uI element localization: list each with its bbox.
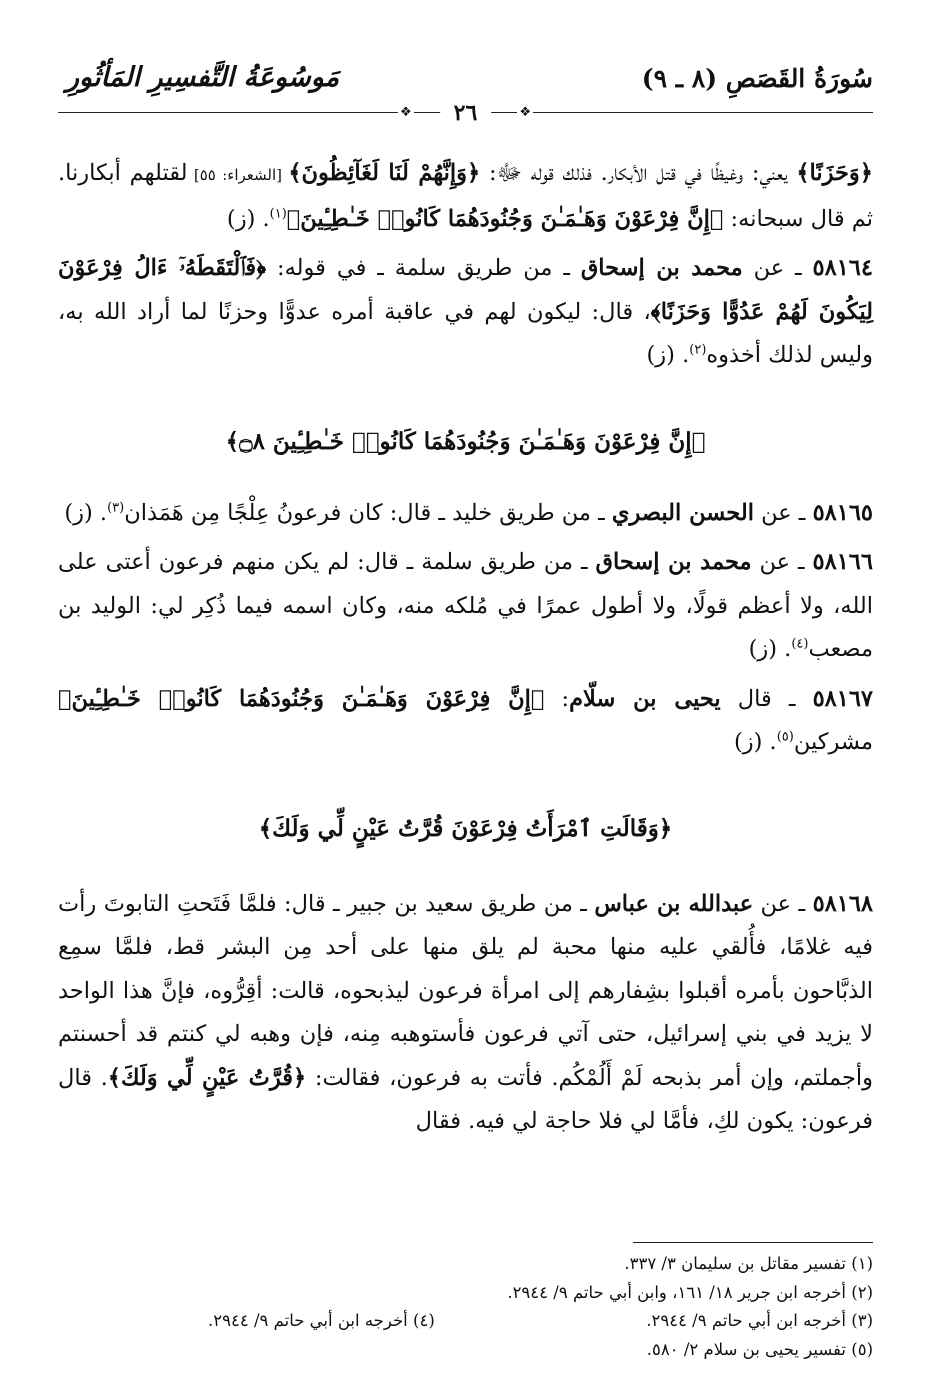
- footnote-row: [58, 1307, 873, 1336]
- page-body: [58, 152, 873, 1150]
- footnote-5: (٥) تفسير يحيى بن سلام ٢/ ٥٨٠.: [646, 1339, 873, 1359]
- quran-quote: ﴿إِنَّ فِرْعَوْنَ وَهَـٰمَـٰنَ وَجُنُودَهُمَا كَانُوا۟ خَـٰطِـِٔينَ﴾: [58, 685, 545, 712]
- footnote-marker[interactable]: (٢): [689, 342, 707, 358]
- body-text: مشركين: [793, 729, 873, 755]
- narrator-name: محمد بن إسحاق: [580, 255, 743, 281]
- body-text: ـ قال: [720, 685, 813, 712]
- body-text: ـ عن: [751, 549, 813, 575]
- body-text: . قال فرعون: يكون لكِ، فأمَّا لي فلا حاجة لي فيه. فقال: [58, 1064, 873, 1134]
- body-text: لقتلهم أبكارنا. ثم قال سبحانه:: [58, 160, 873, 232]
- body-text: ـ من طريق سعيد بن جبير ـ قال: فلمَّا فَتَحتِ التابوتَ رأت فيه غلامًا، فأُلقي عليه منها محبة لم يلق منها على أحد مِن البشر قط، فلمَّا سمِع الذبَّاحون بأمره أقبلوا بشِفارهم إلى امرأة فرعون ليذبحوه، قالت: أقِرُّوه، فإنَّ هذا الواحد لا يزيد في بني إسرائيل، حتى آتي فرعون فأستوهبه مِنه، فإن وهبه لي كنتم قد أحسنتم وأجملتم، وإن أمر بذبحه لَمْ أَلُمْكُم. فأتت به فرعون، فقالت:: [58, 890, 874, 1091]
- narration-58166: [58, 541, 873, 672]
- narrator-name: الحسن البصري: [611, 499, 754, 526]
- narration-number: ٥٨١٦٧: [812, 685, 873, 712]
- ornament-icon: ❖: [519, 105, 531, 120]
- running-header: [58, 62, 873, 126]
- footnote-marker[interactable]: (٣): [107, 500, 125, 515]
- body-text: ـ من طريق خليد ـ قال: كان فرعونُ عِلْجًا مِن هَمَذان: [124, 499, 612, 526]
- footnote-marker[interactable]: (٤): [791, 636, 809, 652]
- footnote-2: (٢) أخرجه ابن جرير ١٨/ ١٦١، وابن أبي حاتم ٩/ ٢٩٤٤.: [507, 1282, 873, 1302]
- body-text: يعني: وغيظًا في قتل الأبكار. فذلك قوله ﷻ:: [480, 160, 797, 186]
- body-text: . (ز): [733, 729, 777, 755]
- body-text: . (ز): [646, 342, 690, 368]
- page: [58, 62, 874, 1359]
- body-text: . (ز): [748, 636, 792, 662]
- narration-number: ٥٨١٦٤: [812, 255, 873, 281]
- footnote-rule: [633, 1242, 873, 1243]
- narration-58165: [58, 492, 873, 536]
- verse-heading: ﴿وَقَالَتِ ٱمْرَأَتُ فِرْعَوْنَ قُرَّتُ عَيْنٍ لِّي وَلَكَ﴾: [258, 814, 673, 842]
- narration-58168: [58, 883, 873, 1144]
- body-text: ـ من طريق سلمة ـ في قوله:: [266, 255, 581, 281]
- narration-58167: [58, 678, 873, 765]
- verse-heading: ﴿إِنَّ فِرْعَوْنَ وَهَـٰمَـٰنَ وَجُنُودَهُمَا كَانُوا۟ خَـٰطِـِٔينَ ۝٨﴾: [225, 427, 706, 455]
- body-text: :: [544, 685, 570, 712]
- quran-quote: ﴿وَإِنَّهُمْ لَنَا لَغَآئِظُونَ﴾: [288, 160, 481, 186]
- narration-number: ٥٨١٦٥: [812, 499, 873, 526]
- narration-58164: [58, 247, 873, 378]
- footnote-4: (٤) أخرجه ابن أبي حاتم ٩/ ٢٩٤٤.: [208, 1311, 435, 1330]
- body-text: ، قال: ليكون لهم في عاقبة أمره عدوًّا وحزنًا لما أراد الله به، وليس لذلك أخذوه: [58, 298, 873, 368]
- footnotes: [58, 1250, 873, 1364]
- body-text: ـ عن: [742, 255, 813, 281]
- narration-number: ٥٨١٦٨: [812, 890, 873, 917]
- footnote-marker[interactable]: (١): [269, 206, 287, 221]
- book-title: مَوسُوعَةُ التَّفسِيرِ المَأثُورِ: [66, 62, 340, 93]
- verse-reference: [الشعراء: ٥٥]: [187, 166, 289, 184]
- surah-title: سُورَةُ القَصَصِ (٨ ـ ٩): [641, 64, 873, 93]
- quran-quote: ﴿قُرَّتُ عَيْنٍ لِّي وَلَكَ﴾: [107, 1064, 307, 1091]
- paragraph-continuation: [58, 152, 873, 241]
- quran-quote: ﴿وَحَزَنًا﴾: [796, 160, 873, 186]
- narration-number: ٥٨١٦٦: [812, 549, 873, 575]
- body-text: ـ عن: [753, 499, 813, 526]
- footnote-marker[interactable]: (٥): [776, 729, 794, 745]
- body-text: ـ من طريق سلمة ـ قال: لم يكن منهم فرعون أعتى على الله، ولا أعظم قولًا، ولا أطول عمرًا في مُلكه منه، وكان اسمه فيما ذُكِر لي: الوليد بن مصعب: [58, 549, 873, 662]
- footnote-3: (٣) أخرجه ابن أبي حاتم ٩/ ٢٩٤٤.: [646, 1311, 873, 1330]
- body-text: ـ عن: [753, 890, 813, 917]
- ornament-icon: ❖: [400, 105, 412, 120]
- quran-quote: ﴿فَٱلْتَقَطَهُۥٓ ءَالُ فِرْعَوْنَ لِيَكُونَ لَهُمْ عَدُوًّا وَحَزَنًا﴾: [58, 255, 874, 325]
- quran-quote: ﴿إِنَّ فِرْعَوْنَ وَهَـٰمَـٰنَ وَجُنُودَهُمَا كَانُوا۟ خَـٰطِـِٔينَ﴾: [286, 205, 724, 232]
- body-text: . (ز): [226, 205, 270, 232]
- body-text: . (ز): [64, 499, 108, 526]
- page-number: ٢٦: [440, 100, 492, 126]
- narrator-name: عبدالله بن عباس: [594, 890, 754, 917]
- footnote-1: (١) تفسير مقاتل بن سليمان ٣/ ٣٣٧.: [624, 1254, 873, 1273]
- narrator-name: يحيى بن سلّام: [569, 685, 721, 712]
- narrator-name: محمد بن إسحاق: [595, 549, 752, 575]
